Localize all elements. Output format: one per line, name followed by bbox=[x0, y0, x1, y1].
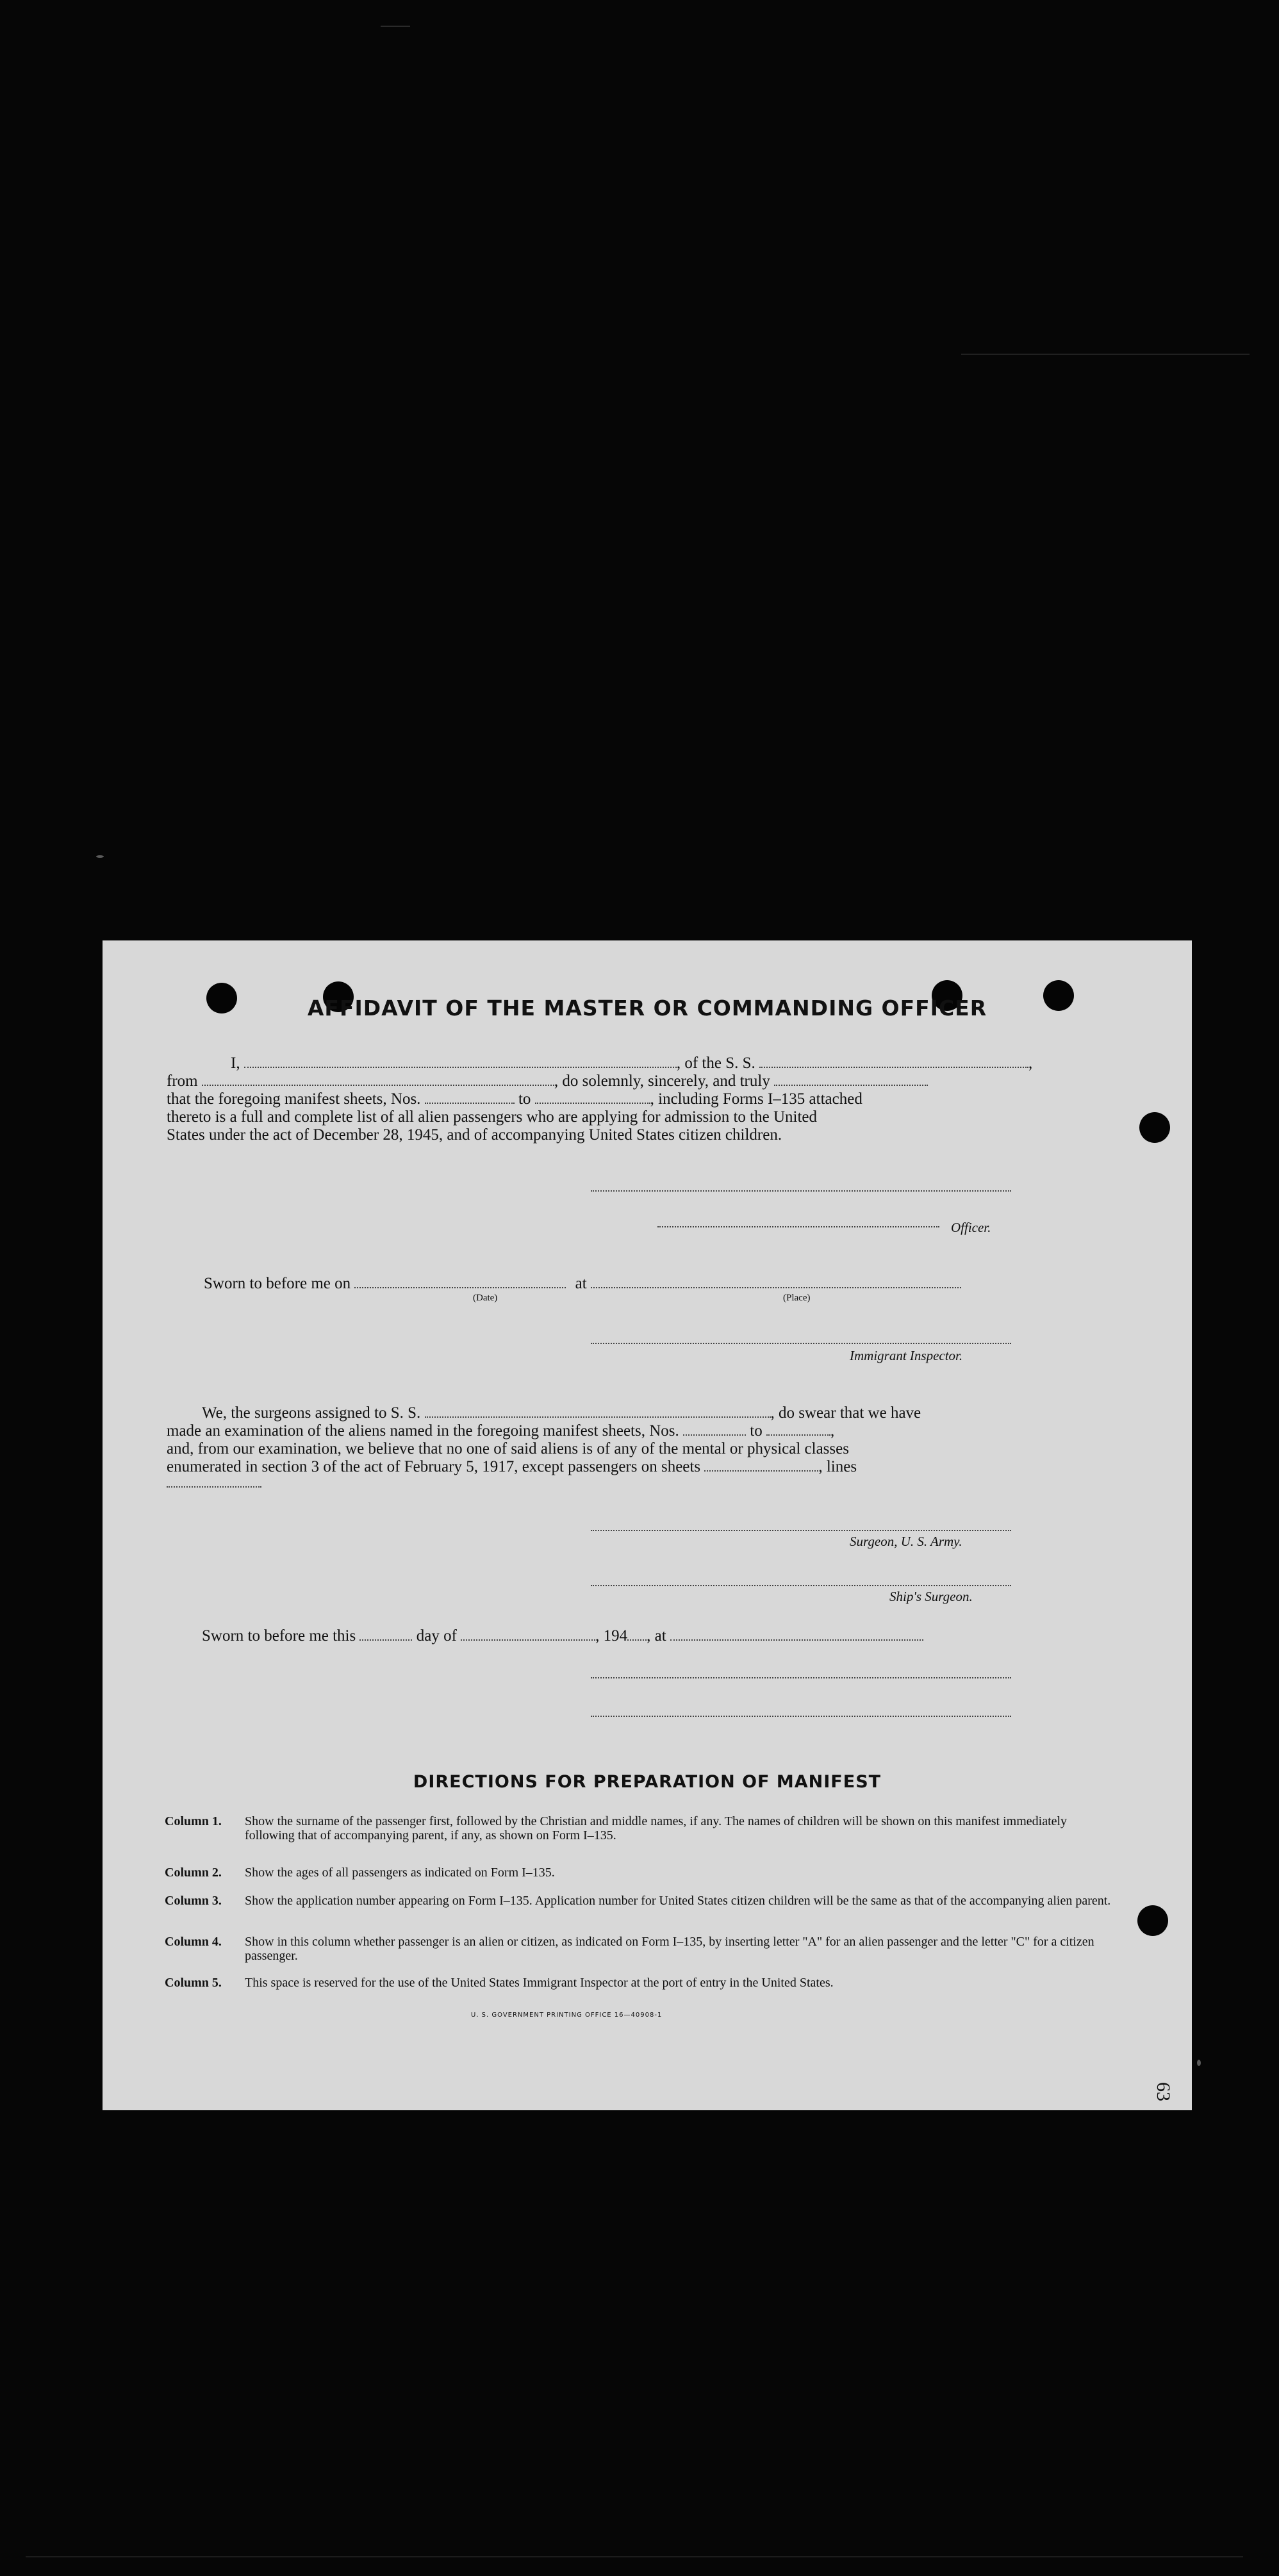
affidavit-line-1: I, , of the S. S. , bbox=[200, 1054, 1032, 1072]
text-solemnly: , do solemnly, sincerely, and truly bbox=[554, 1072, 770, 1090]
column-3-text: Show the application number appearing on Form I–135. Application number for United States citizen children will be the same as that of the accompanying alien parent. bbox=[245, 1894, 1111, 1908]
place-label: (Place) bbox=[783, 1293, 811, 1303]
except-sheets-field[interactable] bbox=[704, 1470, 818, 1472]
affidavit-line-2 bbox=[167, 1072, 928, 1090]
column-2-label: Column 2. bbox=[165, 1866, 222, 1880]
scan-artifact bbox=[961, 354, 1250, 355]
affidavit-line-5: States under the act of December 28, 1945, and of accompanying United States citizen children. bbox=[167, 1126, 782, 1144]
inspector-signature-line[interactable] bbox=[591, 1343, 1011, 1344]
army-surgeon-caption: Surgeon, U. S. Army. bbox=[850, 1534, 962, 1549]
scan-speck bbox=[1197, 2060, 1201, 2066]
officer-caption: Officer. bbox=[951, 1220, 991, 1235]
text-surgeons: We, the surgeons assigned to S. S. bbox=[202, 1404, 421, 1422]
surgeon-sheet-from-field[interactable] bbox=[683, 1434, 746, 1436]
text-sheets-nos: that the foregoing manifest sheets, Nos. bbox=[167, 1090, 421, 1108]
text-from: from bbox=[167, 1072, 198, 1090]
except-lines-field[interactable] bbox=[167, 1486, 261, 1488]
text-enumerated: enumerated in section 3 of the act of February 5, 1917, except passengers on sheets bbox=[167, 1458, 701, 1475]
officer-signature-line-1[interactable] bbox=[591, 1190, 1011, 1192]
surgeons-line-3: and, from our examination, we believe that no one of said aliens is of any of the mental or physical classes bbox=[167, 1440, 849, 1457]
text-swear: , do swear that we have bbox=[770, 1404, 921, 1422]
text-i: I, bbox=[231, 1054, 240, 1072]
sworn-day-field[interactable] bbox=[359, 1639, 412, 1641]
surgeons-line-2: made an examination of the aliens named in the foregoing manifest sheets, Nos. to , bbox=[167, 1422, 835, 1440]
surgeon-sheet-to-field[interactable] bbox=[766, 1434, 830, 1436]
text-lines: , lines bbox=[818, 1458, 857, 1475]
page-number-mark: 63 bbox=[1153, 2082, 1174, 2101]
scan-speck bbox=[96, 855, 104, 858]
sworn-place2-field[interactable] bbox=[670, 1639, 923, 1641]
ships-surgeon-signature-line[interactable] bbox=[591, 1585, 1011, 1586]
text-of-ss: , of the S. S. bbox=[676, 1054, 755, 1072]
text-sworn-on: Sworn to before me on bbox=[204, 1275, 351, 1292]
scan-artifact bbox=[26, 2556, 1243, 2557]
port-from-field[interactable] bbox=[202, 1085, 554, 1086]
affidavit-title: AFFIDAVIT OF THE MASTER OR COMMANDING OFFICER bbox=[307, 996, 987, 1021]
ship-name-field[interactable] bbox=[759, 1067, 1028, 1068]
army-surgeon-signature-line[interactable] bbox=[591, 1530, 1011, 1531]
scan-artifact bbox=[381, 26, 410, 27]
signature-line-extra-1[interactable] bbox=[591, 1677, 1011, 1678]
signature-line-extra-2[interactable] bbox=[591, 1716, 1011, 1717]
surgeons-line-1 bbox=[202, 1404, 921, 1422]
officer-signature-line-2[interactable] bbox=[657, 1226, 939, 1227]
column-5-label: Column 5. bbox=[165, 1976, 222, 1990]
text-to: to bbox=[518, 1090, 531, 1108]
directions-title: DIRECTIONS FOR PREPARATION OF MANIFEST bbox=[413, 1772, 882, 1792]
sworn-line-2 bbox=[202, 1627, 923, 1645]
declare-field[interactable] bbox=[774, 1085, 928, 1086]
master-name-field[interactable] bbox=[244, 1067, 677, 1068]
surgeon-ship-field[interactable] bbox=[425, 1416, 771, 1418]
ships-surgeon-caption: Ship's Surgeon. bbox=[889, 1589, 973, 1604]
text-at: at bbox=[575, 1275, 587, 1292]
punch-hole bbox=[1139, 1112, 1170, 1143]
affidavit-line-3 bbox=[167, 1090, 862, 1108]
column-1-label: Column 1. bbox=[165, 1814, 222, 1828]
sworn-year-field[interactable] bbox=[627, 1639, 647, 1641]
column-5-text: This space is reserved for the use of the United States Immigrant Inspector at the port of entry in the United States. bbox=[245, 1976, 834, 1990]
inspector-caption: Immigrant Inspector. bbox=[850, 1348, 963, 1363]
sworn-place-field[interactable] bbox=[591, 1287, 961, 1288]
text-including: , including Forms I–135 attached bbox=[650, 1090, 862, 1108]
affidavit-line-4: thereto is a full and complete list of all alien passengers who are applying for admission to the United bbox=[167, 1108, 818, 1126]
printing-office-footer: U. S. GOVERNMENT PRINTING OFFICE 16—40908-1 bbox=[471, 2012, 663, 2019]
sheet-to-field[interactable] bbox=[535, 1103, 650, 1104]
date-label: (Date) bbox=[473, 1293, 498, 1303]
text-day-of: day of bbox=[416, 1627, 457, 1645]
sworn-line-1 bbox=[204, 1275, 961, 1293]
column-2-text: Show the ages of all passengers as indicated on Form I–135. bbox=[245, 1866, 555, 1880]
text-to: to bbox=[750, 1422, 763, 1440]
sworn-month-field[interactable] bbox=[461, 1639, 595, 1641]
column-4-label: Column 4. bbox=[165, 1935, 222, 1949]
text-year: , 194 bbox=[595, 1627, 628, 1645]
column-1-text: Show the surname of the passenger first, followed by the Christian and middle names, if any. The names of children will be shown on this manifest immediately following that of accompanying parent, if any, as shown on Form I–135. bbox=[245, 1814, 1068, 1842]
column-4-text: Show in this column whether passenger is an alien or citizen, as indicated on Form I–135, by inserting letter "A" for an alien passenger and the letter "C" for a citizen passenger. bbox=[245, 1935, 1094, 1963]
affidavit-form-page bbox=[103, 940, 1192, 2110]
surgeons-line-4 bbox=[167, 1458, 857, 1476]
sheet-from-field[interactable] bbox=[425, 1103, 515, 1104]
punch-hole bbox=[1137, 1905, 1168, 1936]
sworn-date-field[interactable] bbox=[354, 1287, 566, 1288]
text-sworn-this: Sworn to before me this bbox=[202, 1627, 356, 1645]
column-3-label: Column 3. bbox=[165, 1894, 222, 1908]
text-examination: made an examination of the aliens named in the foregoing manifest sheets, Nos. bbox=[167, 1422, 679, 1440]
text-at: , at bbox=[647, 1627, 666, 1645]
